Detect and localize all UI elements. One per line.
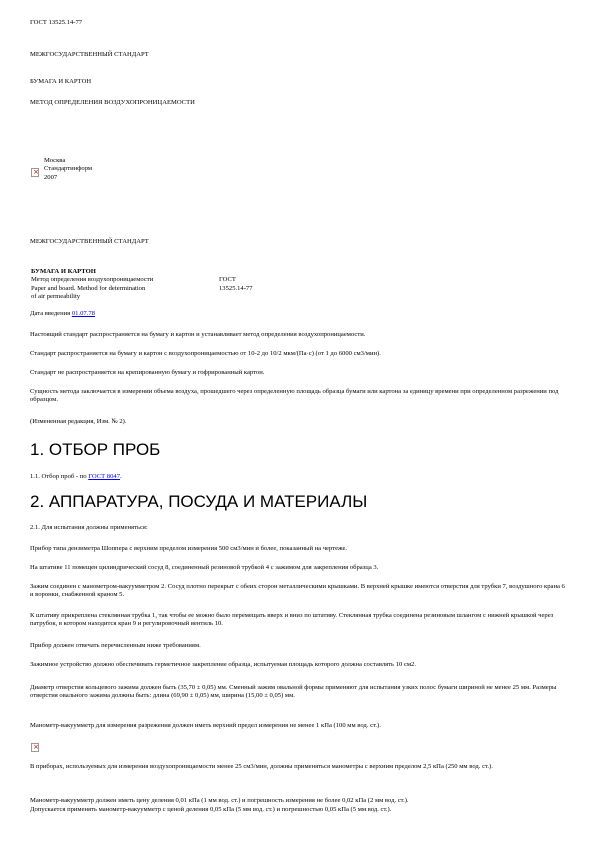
date-link[interactable]: 01.07.78 bbox=[71, 310, 95, 317]
section-2-paragraph-10: Манометр-вакуумметр должен иметь цену деления 0,01 кПа (1 мм вод. ст.) и погрешность измерения не более 0,02 кПа (2 мм вод. ст.). bbox=[30, 797, 409, 804]
section-2-paragraph-6: Зажимное устройство должно обеспечивать герметичное закрепление образца, испытуемая площадь которого должна составлять 10 см2. bbox=[30, 661, 416, 668]
intergov-standard-2: МЕЖГОСУДАРСТВЕННЫЙ СТАНДАРТ bbox=[30, 238, 149, 245]
gost-number: 13525.14-77 bbox=[219, 284, 253, 292]
section-2-paragraph-2: На штативе 11 помещен цилиндрический сосуд 8, соединенный резиновой трубкой 4 с зажимом для закрепления образца 3. bbox=[30, 564, 379, 571]
figure-broken-image-icon: × bbox=[31, 743, 39, 752]
section-2-paragraph-7: Диаметр отверстия кольцевого зажима должен быть (35,70 ± 0,05) мм. Сменный зажим овальной формы применяют для испытания узких полос бумаги шириной не менее 25 мм. Размеры отверстия овального зажима должны быть: длина (69,90 ± 0,05) мм, ширина (15,00 ± 0,05) мм. bbox=[30, 684, 557, 700]
intergov-standard: МЕЖГОСУДАРСТВЕННЫЙ СТАНДАРТ bbox=[30, 51, 149, 58]
intro-amendment-note: (Измененная редакция, Изм. № 2). bbox=[30, 418, 127, 425]
subject-title-2: БУМАГА И КАРТОН bbox=[31, 268, 96, 275]
date-label: Дата введения bbox=[30, 310, 72, 317]
section-2-paragraph-8: Манометр-вакуумметр для измерения разрежения должен иметь верхний предел измерения не менее 1 кПа (100 мм вод. ст.). bbox=[30, 722, 381, 729]
intro-date bbox=[30, 310, 95, 318]
section-1-item bbox=[30, 473, 122, 481]
intro-paragraph-1: Настоящий стандарт распространяется на бумагу и картон и устанавливает метод определения воздухопроницаемости. bbox=[30, 331, 366, 338]
gost-code: ГОСТ 13525.14-77 bbox=[30, 19, 83, 26]
publisher-block bbox=[44, 157, 92, 182]
section-2-paragraph-5: Прибор должен отвечать перечисленным ниже требованиям. bbox=[30, 642, 201, 649]
section-2-paragraph-9: В приборах, используемых для измерения воздухопроницаемости менее 25 см3/мин, должны применяться манометры с верхним пределом 2,5 кПа (250 мм вод. ст.). bbox=[30, 763, 493, 770]
publisher-year: 2007 bbox=[44, 173, 58, 181]
logo-broken-image-icon: × bbox=[31, 168, 39, 177]
title-table bbox=[31, 268, 253, 302]
section-2-paragraph-1: Прибор типа дензиметра Шоппера с верхним пределом измерения 500 см3/мин и более, показанный на чертеже. bbox=[30, 545, 348, 552]
section-2-paragraph-11: Допускается применять манометр-вакуумметр с ценой деления 0,05 кПа (5 мм вод. ст.) и погрешностью 0,05 кПа (5 мм вод. ст.). bbox=[30, 806, 392, 813]
intro-paragraph-4: Сущность метода заключается в измерении объема воздуха, прошедшего через определенную площадь образца бумаги или картона за единицу времени при определенном разрежении под образцом. bbox=[30, 388, 559, 404]
section-1-heading: 1. ОТБОР ПРОБ bbox=[30, 440, 161, 459]
section-1-item-end: . bbox=[120, 473, 122, 480]
section-2-paragraph-3: Зажим соединен с манометром-вакуумметром 2. Сосуд плотно перекрыт с обеих сторон металлическими крышками. В верхней крышке имеются отверстия для трубки 7, воздушного крана 6 и воронки, снабженной краном 5. bbox=[30, 583, 565, 599]
section-1-item-text: 1.1. Отбор проб - по bbox=[30, 473, 89, 480]
subject-title: БУМАГА И КАРТОН bbox=[30, 78, 92, 85]
section-2-paragraph-4: К штативу прикреплена стеклянная трубка 1, так чтобы ее можно было перемещать вверх и вниз по штативу. Стеклянная трубка соединена резиновым шлангом с нижней крышкой через патрубок, в котором находится кран 9 и регулировочный вентиль 10. bbox=[30, 612, 554, 628]
gost-8047-link[interactable]: ГОСТ 8047 bbox=[88, 473, 120, 480]
en-title-1: Paper and board. Method for determination bbox=[31, 284, 146, 292]
item-2-1: 2.1. Для испытания должны применяться: bbox=[30, 524, 148, 531]
publisher-name: Стандартинформ bbox=[44, 165, 93, 173]
ru-title: Метод определения воздухопроницаемости bbox=[31, 276, 154, 284]
publisher-city: Москва bbox=[44, 157, 66, 164]
intro-paragraph-2: Стандарт распространяется на бумагу и картон с воздухопроницаемостью от 10-2 до 10/2 мкм/(Па·с) (от 1 до 6000 см3/мин). bbox=[30, 350, 381, 357]
gost-label: ГОСТ bbox=[219, 276, 236, 284]
section-2-heading: 2. АППАРАТУРА, ПОСУДА И МАТЕРИАЛЫ bbox=[30, 492, 368, 511]
method-title: МЕТОД ОПРЕДЕЛЕНИЯ ВОЗДУХОПРОНИЦАЕМОСТИ bbox=[30, 99, 195, 106]
intro-paragraph-3: Стандарт не распространяется на крепированную бумагу и гофрированный картон. bbox=[30, 369, 265, 376]
en-title-2: of air permeability bbox=[31, 293, 81, 301]
